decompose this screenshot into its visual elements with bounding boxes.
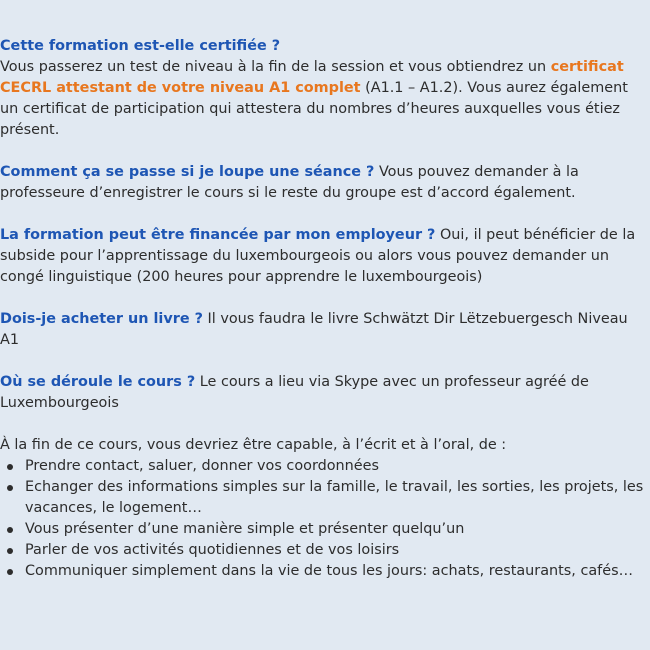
certificate-highlight: certificat CECRL attestant de votre niveau A1 complet (0, 59, 624, 96)
faq-answer: Oui, il peut bénéficier de la subside pour l’apprentissage du luxembourgeois ou alors vous pouvez demander un congé linguistique (200 heures pour apprendre le luxembourgeois) (0, 227, 636, 285)
bullet-icon (7, 464, 13, 470)
list-item-text: Communiquer simplement dans la vie de tous les jours: achats, restaurants, cafés… (25, 563, 633, 579)
list-item (25, 456, 650, 477)
answer-text: Vous passerez un test de niveau à la fin de la session et vous obtiendrez un (0, 59, 551, 75)
answer-text: (A1.1 – A1.2). Vous aurez également un certificat de participation qui attestera du nombres d’heures auxquelles vous étiez présent. (0, 80, 628, 138)
faq-question: Cette formation est-elle certifiée ? (0, 38, 281, 54)
list-item-text: Parler de vos activités quotidiennes et de vos loisirs (25, 542, 400, 558)
bullet-icon (7, 485, 13, 491)
list-item-text: Prendre contact, saluer, donner vos coordonnées (25, 458, 380, 474)
faq-book (0, 309, 650, 351)
outcomes-intro: À la fin de ce cours, vous devriez être capable, à l’écrit et à l’oral, de : (0, 437, 507, 453)
faq-question: La formation peut être financée par mon employeur ? (0, 227, 436, 243)
learning-outcomes (0, 435, 650, 582)
bullet-icon (7, 569, 13, 575)
faq-content (0, 36, 650, 603)
faq-answer: Il vous faudra le livre Schwätzt Dir Lëtzebuergesch Niveau A1 (0, 311, 628, 348)
list-item-text: Vous présenter d’une manière simple et présenter quelqu’un (25, 521, 465, 537)
bullet-icon (7, 527, 13, 533)
list-item (25, 540, 650, 561)
list-item (25, 561, 650, 582)
list-item (25, 519, 650, 540)
faq-missed-session (0, 162, 650, 204)
faq-answer (0, 57, 650, 141)
faq-location (0, 372, 650, 414)
list-item-text: Echanger des informations simples sur la famille, le travail, les sorties, les projets, les vacances, le logement… (25, 479, 644, 516)
faq-certification (0, 36, 650, 141)
outcomes-list (0, 456, 650, 582)
faq-question: Comment ça se passe si je loupe une séance ? (0, 164, 375, 180)
faq-question: Dois-je acheter un livre ? (0, 311, 203, 327)
list-item (25, 477, 650, 519)
faq-funding (0, 225, 650, 288)
faq-answer: Vous pouvez demander à la professeure d’enregistrer le cours si le reste du groupe est d’accord également. (0, 164, 579, 201)
faq-question: Où se déroule le cours ? (0, 374, 196, 390)
faq-answer: Le cours a lieu via Skype avec un professeur agréé de Luxembourgeois (0, 374, 589, 411)
bullet-icon (7, 548, 13, 554)
